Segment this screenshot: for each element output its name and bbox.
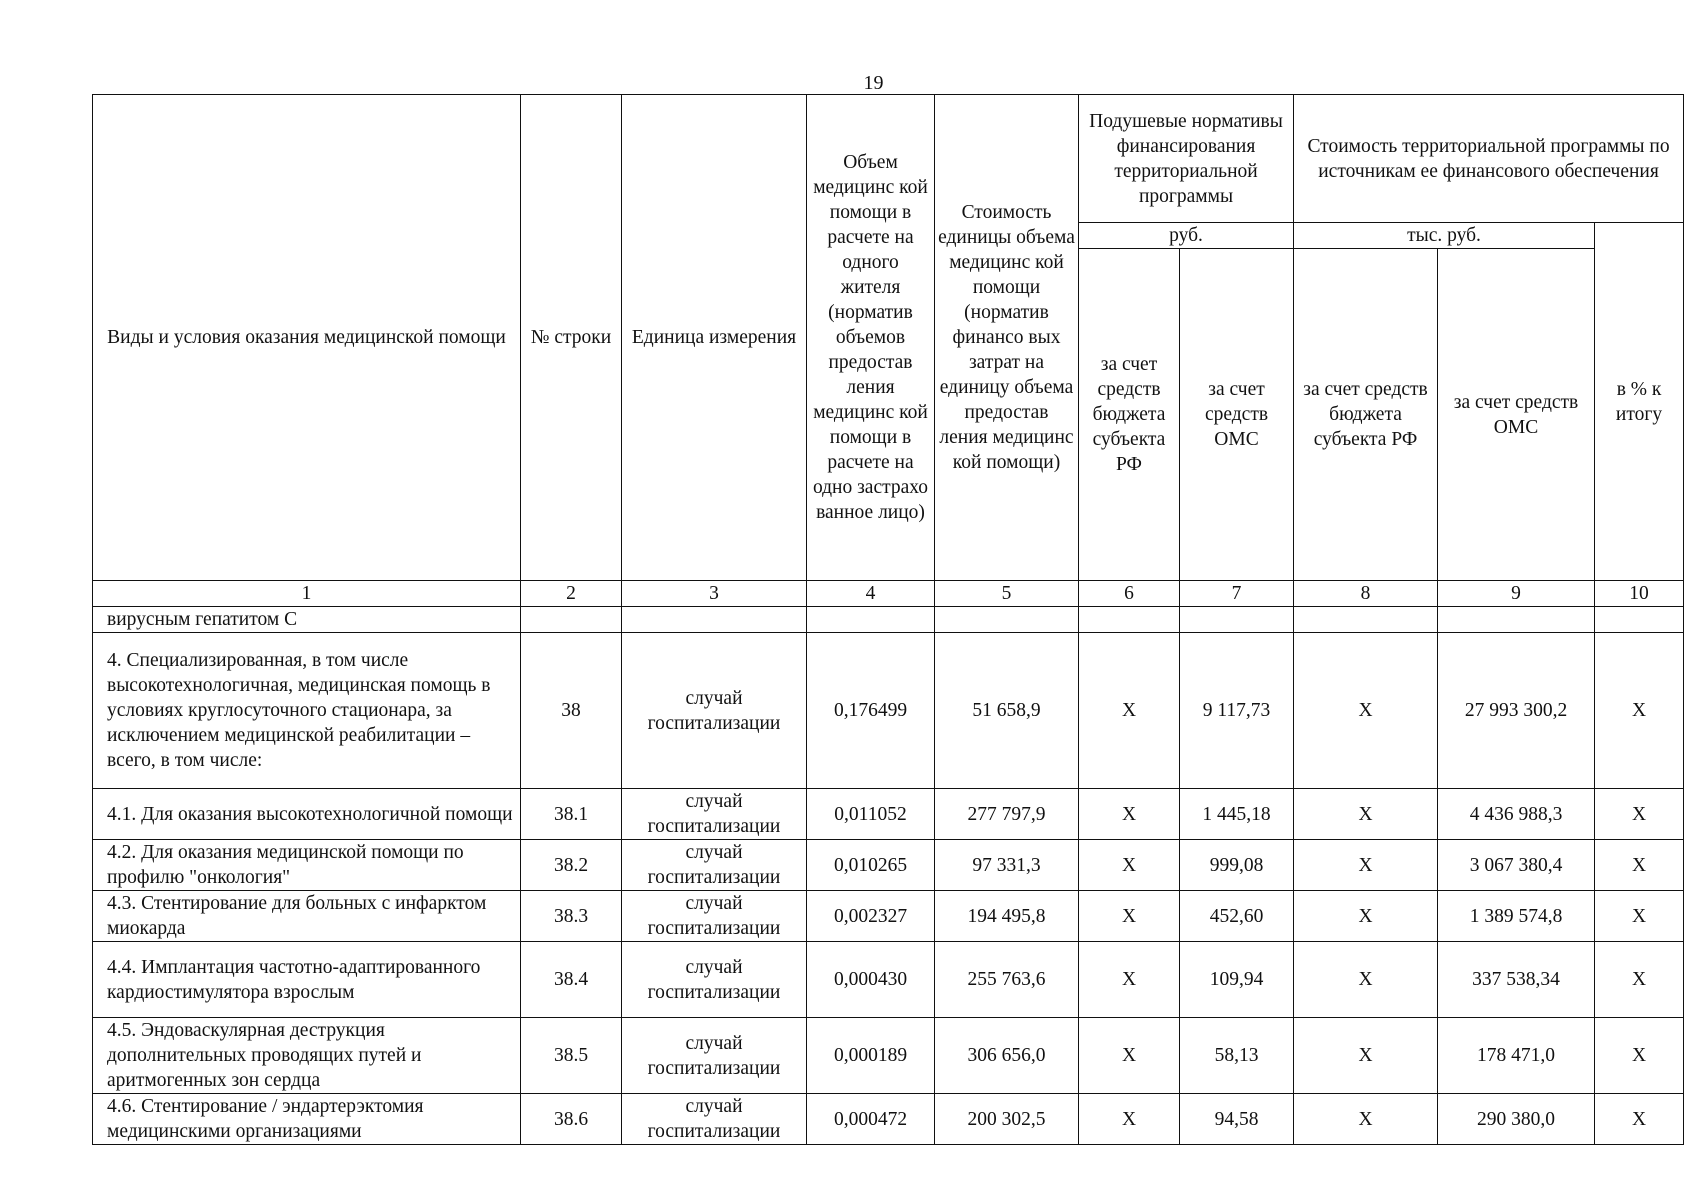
row-volume: 0,011052 — [807, 789, 935, 840]
row-unit: случай госпитализации — [622, 891, 807, 942]
header-per-capita-norms: Подушевые нормативы финансирования территориальной программы — [1079, 95, 1294, 223]
header-volume: Объем медицинс кой помощи в расчете на одного жителя (норматив объемов предостав ления медицинс кой помощи в расчете на одно застрахо ванное лицо) — [807, 95, 935, 581]
row-name: 4.1. Для оказания высокотехнологичной помощи — [93, 789, 521, 840]
row-cost — [935, 607, 1079, 633]
row-cost: 306 656,0 — [935, 1018, 1079, 1094]
row-percent: Х — [1595, 840, 1684, 891]
header-oms-norm: за счет средств ОМС — [1180, 249, 1294, 581]
header-line-number: № строки — [521, 95, 622, 581]
row-oms-norm: 1 445,18 — [1180, 789, 1294, 840]
row-oms-total: 1 389 574,8 — [1438, 891, 1595, 942]
row-budget-total: Х — [1294, 1018, 1438, 1094]
row-line: 38 — [521, 633, 622, 789]
table-row — [93, 891, 1684, 942]
row-name: 4.2. Для оказания медицинской помощи по профилю "онкология" — [93, 840, 521, 891]
row-unit: случай госпитализации — [622, 1018, 807, 1094]
row-budget-total: Х — [1294, 633, 1438, 789]
column-number: 3 — [622, 581, 807, 607]
row-unit: случай госпитализации — [622, 633, 807, 789]
column-number: 6 — [1079, 581, 1180, 607]
row-budget-total: Х — [1294, 840, 1438, 891]
row-volume: 0,000430 — [807, 942, 935, 1018]
row-budget-total: Х — [1294, 942, 1438, 1018]
row-oms-norm: 94,58 — [1180, 1094, 1294, 1145]
row-unit: случай госпитализации — [622, 789, 807, 840]
row-name: 4.3. Стентирование для больных с инфарктом миокарда — [93, 891, 521, 942]
row-budget-total: Х — [1294, 1094, 1438, 1145]
row-budget-total: Х — [1294, 789, 1438, 840]
row-volume: 0,000189 — [807, 1018, 935, 1094]
column-number: 4 — [807, 581, 935, 607]
column-number: 2 — [521, 581, 622, 607]
row-volume — [807, 607, 935, 633]
row-line: 38.4 — [521, 942, 622, 1018]
row-budget-norm: Х — [1079, 891, 1180, 942]
column-numbers-row — [93, 581, 1684, 607]
row-cost: 255 763,6 — [935, 942, 1079, 1018]
row-budget-total — [1294, 607, 1438, 633]
table-row — [93, 633, 1684, 789]
header-program-cost: Стоимость территориальной программы по источникам ее финансового обеспечения — [1294, 95, 1684, 223]
row-unit: случай госпитализации — [622, 840, 807, 891]
header-kind-of-care: Виды и условия оказания медицинской помощи — [93, 95, 521, 581]
row-budget-norm: Х — [1079, 789, 1180, 840]
row-line: 38.5 — [521, 1018, 622, 1094]
header-unit-cost: Стоимость единицы объема медицинс кой помощи (норматив финансо вых затрат на единицу объема предостав ления медицинс кой помощи) — [935, 95, 1079, 581]
row-percent: Х — [1595, 633, 1684, 789]
row-volume: 0,010265 — [807, 840, 935, 891]
table-row — [93, 840, 1684, 891]
row-oms-norm: 109,94 — [1180, 942, 1294, 1018]
column-number: 9 — [1438, 581, 1595, 607]
header-budget-total: за счет средств бюджета субъекта РФ — [1294, 249, 1438, 581]
column-number: 8 — [1294, 581, 1438, 607]
row-percent — [1595, 607, 1684, 633]
header-percent-of-total: в % к итогу — [1595, 223, 1684, 581]
header-unit-rub: руб. — [1079, 223, 1294, 249]
row-oms-norm — [1180, 607, 1294, 633]
row-cost: 194 495,8 — [935, 891, 1079, 942]
row-cost: 97 331,3 — [935, 840, 1079, 891]
row-budget-norm: Х — [1079, 840, 1180, 891]
row-line: 38.6 — [521, 1094, 622, 1145]
row-percent: Х — [1595, 891, 1684, 942]
row-oms-total: 27 993 300,2 — [1438, 633, 1595, 789]
row-oms-total: 3 067 380,4 — [1438, 840, 1595, 891]
row-cost: 277 797,9 — [935, 789, 1079, 840]
row-cost: 51 658,9 — [935, 633, 1079, 789]
row-budget-norm: Х — [1079, 1018, 1180, 1094]
row-name: 4. Специализированная, в том числе высокотехнологичная, медицинская помощь в условиях круглосуточного стационара, за исключением медицинской реабилитации – всего, в том числе: — [93, 633, 521, 789]
column-number: 1 — [93, 581, 521, 607]
financing-table — [92, 94, 1684, 1145]
row-oms-total: 178 471,0 — [1438, 1018, 1595, 1094]
header-unit: Единица измерения — [622, 95, 807, 581]
row-oms-norm: 9 117,73 — [1180, 633, 1294, 789]
header-unit-thousand-rub: тыс. руб. — [1294, 223, 1595, 249]
table-row — [93, 1094, 1684, 1145]
row-volume: 0,000472 — [807, 1094, 935, 1145]
row-budget-total: Х — [1294, 891, 1438, 942]
row-line: 38.3 — [521, 891, 622, 942]
row-volume: 0,176499 — [807, 633, 935, 789]
row-name: 4.6. Стентирование / эндартерэктомия медицинскими организациями — [93, 1094, 521, 1145]
header-oms-total: за счет средств ОМС — [1438, 249, 1595, 581]
row-percent: Х — [1595, 1018, 1684, 1094]
table-row — [93, 607, 1684, 633]
row-percent: Х — [1595, 942, 1684, 1018]
row-budget-norm: Х — [1079, 633, 1180, 789]
column-number: 5 — [935, 581, 1079, 607]
row-name: 4.5. Эндоваскулярная деструкция дополнительных проводящих путей и аритмогенных зон сердца — [93, 1018, 521, 1094]
row-oms-norm: 999,08 — [1180, 840, 1294, 891]
row-budget-norm: Х — [1079, 1094, 1180, 1145]
column-number: 10 — [1595, 581, 1684, 607]
row-oms-total: 4 436 988,3 — [1438, 789, 1595, 840]
row-percent: Х — [1595, 789, 1684, 840]
row-oms-norm: 452,60 — [1180, 891, 1294, 942]
column-number: 7 — [1180, 581, 1294, 607]
row-budget-norm: Х — [1079, 942, 1180, 1018]
header-row — [93, 95, 1684, 223]
row-name: вирусным гепатитом С — [93, 607, 521, 633]
row-line: 38.2 — [521, 840, 622, 891]
row-unit: случай госпитализации — [622, 1094, 807, 1145]
table-row — [93, 1018, 1684, 1094]
row-oms-total: 290 380,0 — [1438, 1094, 1595, 1145]
table-row — [93, 942, 1684, 1018]
page-number: 19 — [863, 72, 884, 94]
row-line — [521, 607, 622, 633]
table-row — [93, 789, 1684, 840]
row-name: 4.4. Имплантация частотно-адаптированного кардиостимулятора взрослым — [93, 942, 521, 1018]
header-budget-norm: за счет средств бюджета субъекта РФ — [1079, 249, 1180, 581]
row-percent: Х — [1595, 1094, 1684, 1145]
row-oms-total — [1438, 607, 1595, 633]
row-volume: 0,002327 — [807, 891, 935, 942]
row-cost: 200 302,5 — [935, 1094, 1079, 1145]
row-budget-norm — [1079, 607, 1180, 633]
row-unit: случай госпитализации — [622, 942, 807, 1018]
row-unit — [622, 607, 807, 633]
row-line: 38.1 — [521, 789, 622, 840]
row-oms-total: 337 538,34 — [1438, 942, 1595, 1018]
row-oms-norm: 58,13 — [1180, 1018, 1294, 1094]
